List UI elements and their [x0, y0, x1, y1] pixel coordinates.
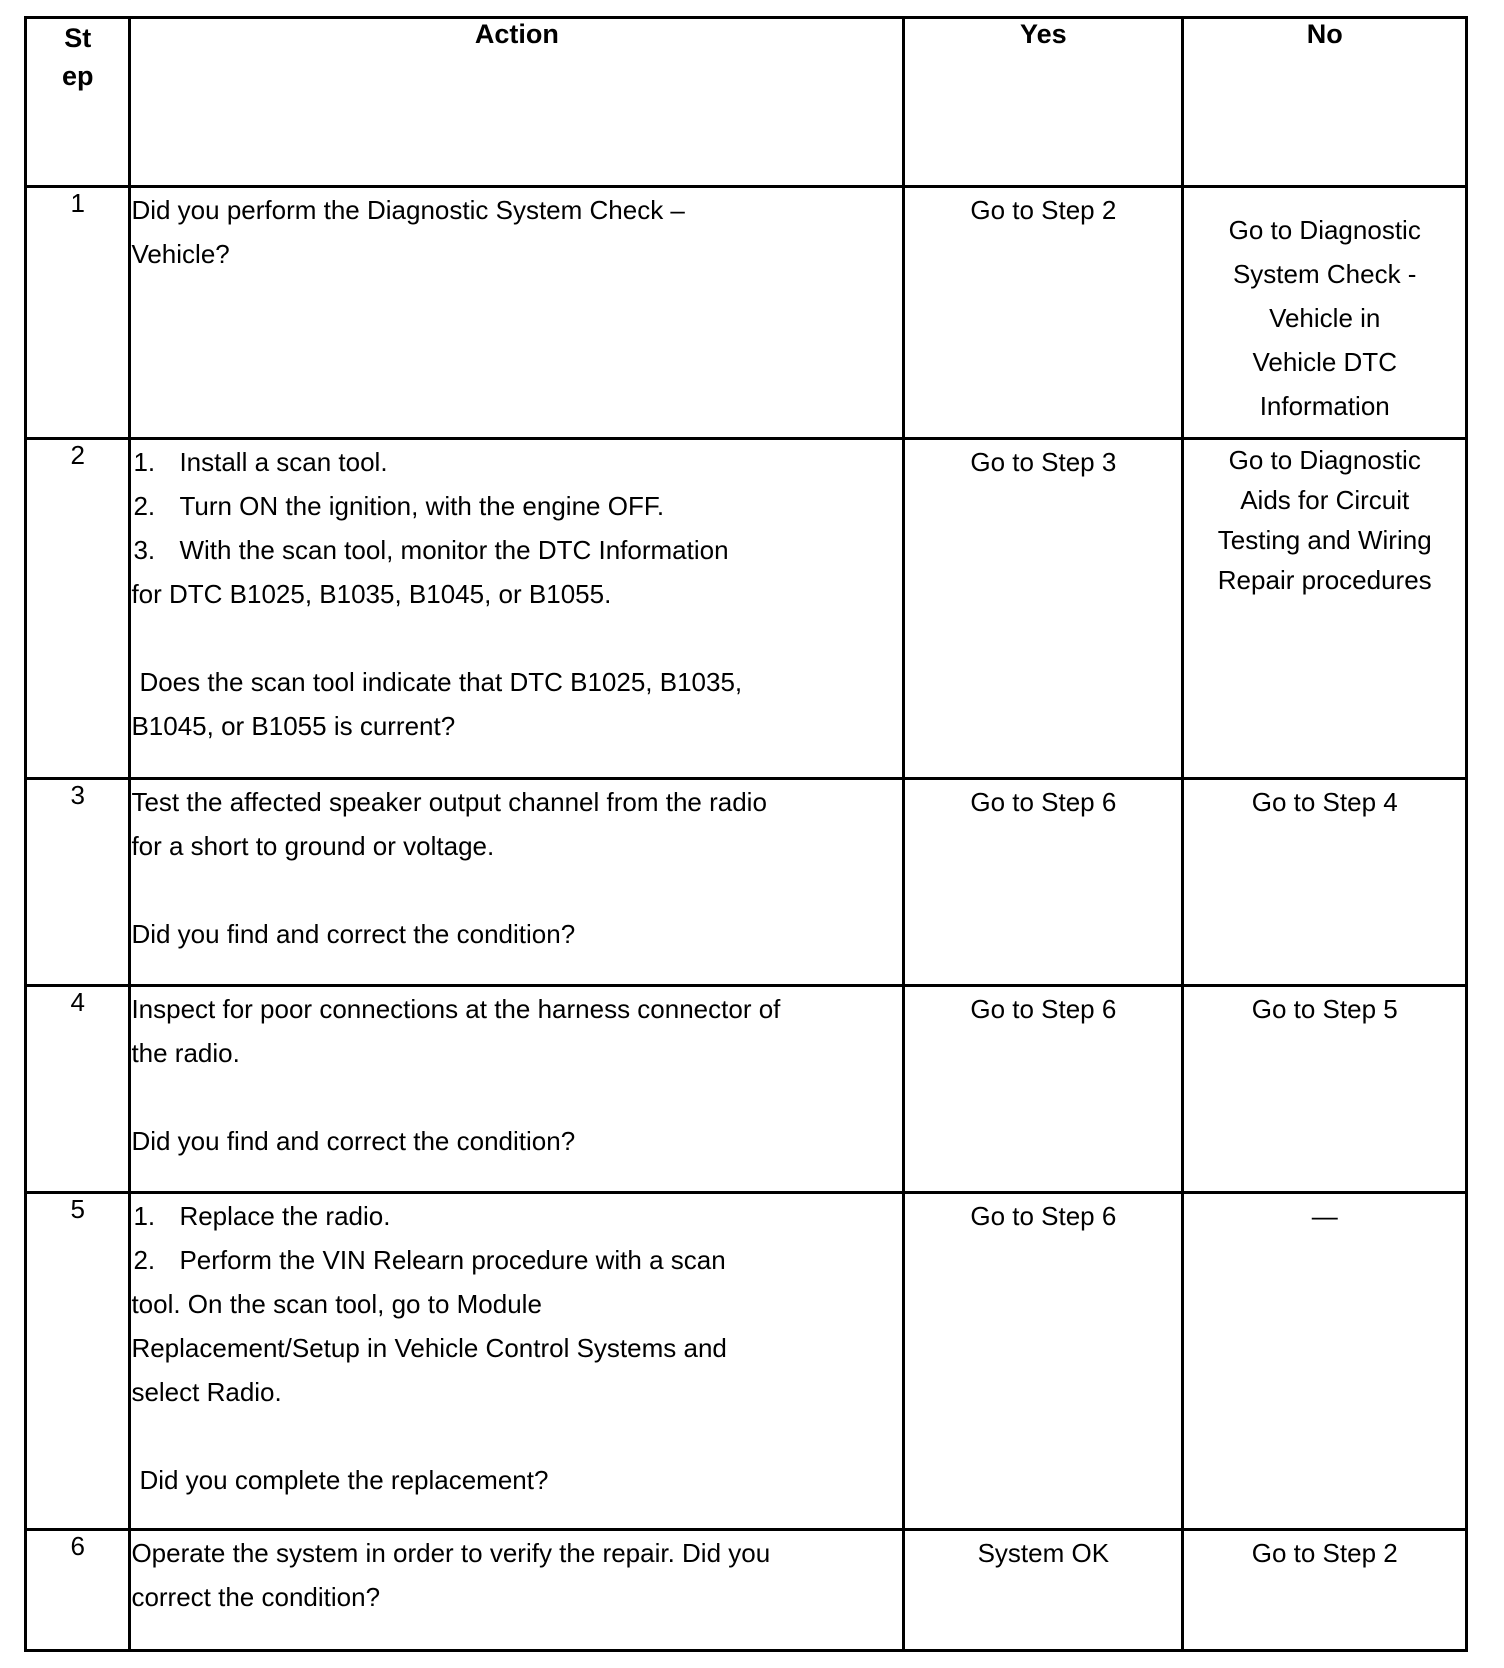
list-item: 2. Turn ON the ignition, with the engine OFF. — [133, 491, 665, 521]
header-action: Action — [130, 18, 904, 187]
question-text: Did you find and correct the condition? — [131, 919, 576, 949]
table-row — [26, 779, 1467, 986]
question-text: Did you complete the replacement? — [139, 1465, 549, 1495]
table-row — [26, 986, 1467, 1193]
yes-cell: Go to Step 6 — [904, 986, 1183, 1193]
action-cell: Did you perform the Diagnostic System Check – Vehicle? — [130, 187, 904, 439]
step-number: 2 — [26, 439, 130, 779]
list-item: 1. Replace the radio. — [133, 1201, 391, 1231]
no-cell: Go to Diagnostic Aids for Circuit Testing and Wiring Repair procedures — [1183, 439, 1467, 779]
yes-cell: Go to Step 6 — [904, 1193, 1183, 1530]
question-text: Did you find and correct the condition? — [131, 1126, 576, 1156]
list-item: 1. Install a scan tool. — [133, 447, 388, 477]
no-cell: Go to Step 4 — [1183, 779, 1467, 986]
table-row — [26, 439, 1467, 779]
header-row — [26, 18, 1467, 187]
yes-cell: Go to Step 3 — [904, 439, 1183, 779]
step-number: 6 — [26, 1530, 130, 1651]
action-cell: Inspect for poor connections at the harness connector of the radio. Did you find and correct the condition? — [130, 986, 904, 1193]
table-row — [26, 187, 1467, 439]
header-step: St ep — [26, 18, 130, 187]
list-item: 2. Perform the VIN Relearn procedure with a scan — [133, 1245, 726, 1275]
step-number: 5 — [26, 1193, 130, 1530]
no-cell: Go to Diagnostic System Check - Vehicle in Vehicle DTC Information — [1183, 187, 1467, 439]
action-cell: Test the affected speaker output channel from the radio for a short to ground or voltage. Did you find and correct the condition? — [130, 779, 904, 986]
step-number: 3 — [26, 779, 130, 986]
action-cell: Operate the system in order to verify the repair. Did you correct the condition? — [130, 1530, 904, 1651]
action-cell: 1. Replace the radio. 2. Perform the VIN Relearn procedure with a scan tool. On the scan tool, go to Module Replacement/Setup in Vehicle Control Systems and select Radio. Did you complete the replacement? — [130, 1193, 904, 1530]
step-number: 4 — [26, 986, 130, 1193]
header-no: No — [1183, 18, 1467, 187]
action-cell: 1. Install a scan tool. 2. Turn ON the ignition, with the engine OFF. 3. With the scan tool, monitor the DTC Information for DTC B1025, B1035, B1045, or B1055. Does the scan tool indicate that DTC B1025, B1035, B1045, or B1055 is current? — [130, 439, 904, 779]
yes-cell: Go to Step 2 — [904, 187, 1183, 439]
list-item: 3. With the scan tool, monitor the DTC Information — [133, 535, 729, 565]
step-number: 1 — [26, 187, 130, 439]
diagnostic-table — [24, 16, 1468, 1652]
no-cell: — — [1183, 1193, 1467, 1530]
yes-cell: Go to Step 6 — [904, 779, 1183, 986]
yes-cell: System OK — [904, 1530, 1183, 1651]
header-yes: Yes — [904, 18, 1183, 187]
table-row — [26, 1530, 1467, 1651]
question-text: Does the scan tool indicate that DTC B1025, B1035, — [139, 667, 743, 697]
no-cell: Go to Step 5 — [1183, 986, 1467, 1193]
table-row — [26, 1193, 1467, 1530]
no-cell: Go to Step 2 — [1183, 1530, 1467, 1651]
